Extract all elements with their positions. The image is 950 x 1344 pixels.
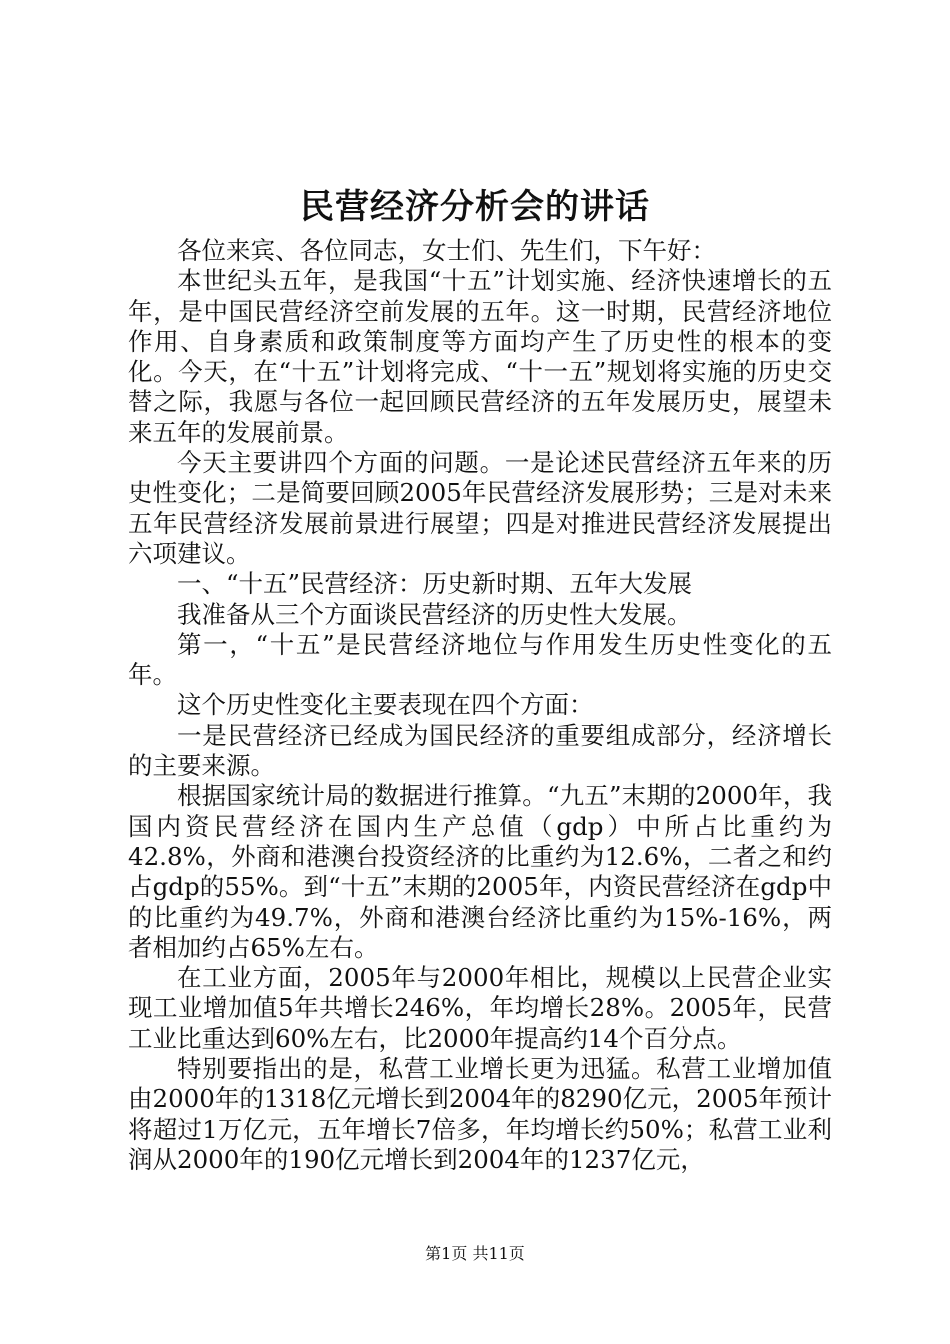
body-paragraph: 特别要指出的是，私营工业增长更为迅猛。私营工业增加值由2000年的1318亿元增长到2004年的8290亿元，2005年预计将超过1万亿元，五年增长7倍多，年均增长约50%；私营工业利润从2000年的190亿元增长到2004年的1237亿元， [128, 1054, 832, 1174]
document-body [128, 236, 832, 1175]
body-paragraph: 在工业方面，2005年与2000年相比，规模以上民营企业实现工业增加值5年共增长246%，年均增长28%。2005年，民营工业比重达到60%左右，比2000年提高约14个百分点。 [128, 963, 832, 1053]
page-footer: 第1页 共11页 [425, 1244, 525, 1263]
subsection-heading: 第一，“十五”是民营经济地位与作用发生历史性变化的五年。 [128, 629, 832, 690]
body-paragraph: 今天主要讲四个方面的问题。一是论述民营经济五年来的历史性变化；二是简要回顾2005年民营经济发展形势；三是对未来五年民营经济发展前景进行展望；四是对推进民营经济发展提出六项建议。 [128, 448, 832, 568]
body-paragraph: 本世纪头五年，是我国“十五”计划实施、经济快速增长的五年，是中国民营经济空前发展的五年。这一时期，民营经济地位作用、自身素质和政策制度等方面均产生了历史性的根本的变化。今天，在“十五”计划将完成、“十一五”规划将实施的历史交替之际，我愿与各位一起回顾民营经济的五年发展历史，展望未来五年的发展前景。 [128, 266, 832, 447]
greeting-paragraph: 各位来宾、各位同志，女士们、先生们，下午好： [177, 236, 716, 265]
body-paragraph: 一是民营经济已经成为国民经济的重要组成部分，经济增长的主要来源。 [128, 720, 832, 781]
section-heading: 一、“十五”民营经济：历史新时期、五年大发展 [177, 569, 693, 599]
body-paragraph: 根据国家统计局的数据进行推算。“九五”末期的2000年，我国内资民营经济在国内生产总值（gdp）中所占比重约为42.8%，外商和港澳台投资经济的比重约为12.6%，二者之和约占gdp的55%。到“十五”末期的2005年，内资民营经济在gdp中的比重约为49.7%，外商和港澳台经济比重约为15%-16%，两者相加约占65%左右。 [128, 781, 832, 962]
body-paragraph: 我准备从三个方面谈民营经济的历史性大发展。 [177, 599, 692, 629]
body-paragraph: 这个历史性变化主要表现在四个方面： [177, 690, 594, 720]
document-title: 民营经济分析会的讲话 [300, 187, 650, 227]
